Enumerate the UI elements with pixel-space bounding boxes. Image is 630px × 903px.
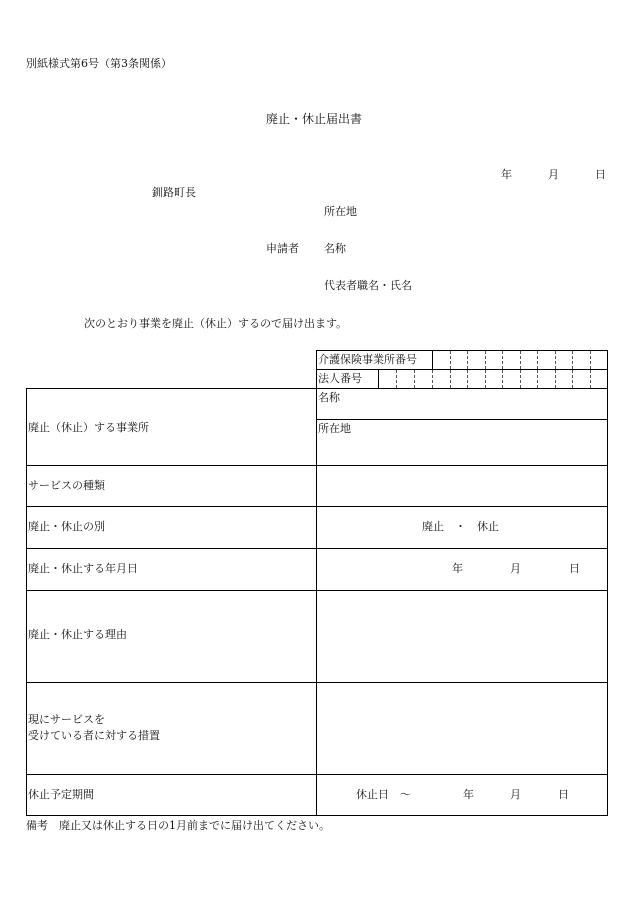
document-title: 廃止・休止届出書 — [266, 112, 363, 126]
date-row-day: 日 — [569, 562, 580, 575]
applicant-representative-label: 代表者職名・氏名 — [324, 279, 412, 292]
date-row-year: 年 — [452, 562, 463, 575]
suspension-year: 年 — [463, 788, 474, 801]
suspension-month: 月 — [510, 788, 521, 801]
date-row-label: 廃止・休止する年月日 — [28, 562, 138, 575]
distinction-value: 廃止 ・ 休止 — [422, 520, 499, 533]
addressee: 釧路町長 — [152, 186, 196, 199]
intro-text: 次のとおり事業を廃止（休止）するので届け出ます。 — [84, 317, 348, 330]
suspension-period-label: 休止予定期間 — [28, 788, 94, 801]
office-row-label: 廃止（休止）する事業所 — [28, 421, 149, 434]
date-year-label: 年 — [501, 168, 512, 181]
suspension-day: 日 — [558, 788, 569, 801]
remarks-note: 備考 廃止又は休止する日の1月前までに届け出てください。 — [26, 819, 330, 832]
date-row-month: 月 — [510, 562, 521, 575]
date-month-label: 月 — [548, 168, 559, 181]
service-type-label: サービスの種類 — [28, 479, 105, 492]
measures-label-line-2: 受けている者に対する措置 — [28, 729, 160, 742]
notification-table — [26, 350, 608, 816]
office-address-label: 所在地 — [318, 422, 351, 435]
date-day-label: 日 — [595, 168, 606, 181]
suspension-start-label: 休止日 ～ — [356, 788, 411, 801]
corporate-number-label: 法人番号 — [318, 372, 362, 385]
office-name-label: 名称 — [318, 391, 340, 404]
applicant-name-label: 名称 — [324, 242, 346, 255]
measures-label-line-1: 現にサービスを — [28, 713, 105, 726]
distinction-label: 廃止・休止の別 — [28, 520, 105, 533]
applicant-address-label: 所在地 — [324, 205, 357, 218]
care-insurance-number-label: 介護保険事業所番号 — [318, 353, 417, 366]
applicant-label: 申請者 — [266, 242, 299, 255]
form-number: 別紙様式第6号（第3条関係） — [26, 57, 172, 70]
reason-label: 廃止・休止する理由 — [28, 628, 127, 641]
